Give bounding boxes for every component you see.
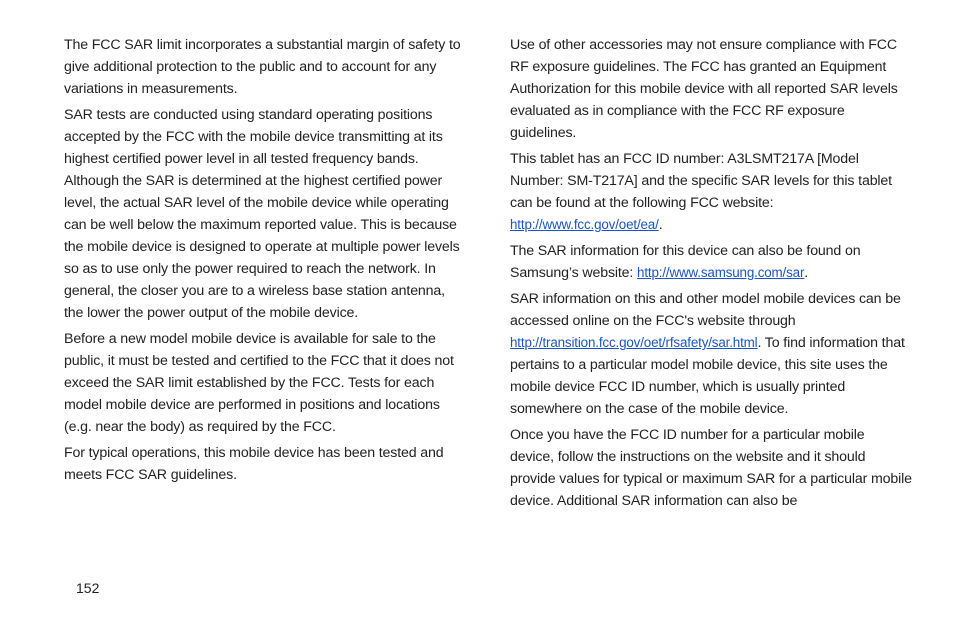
fcc-ea-link[interactable]: http://www.fcc.gov/oet/ea/: [510, 217, 659, 232]
paragraph-end: .: [658, 217, 663, 233]
paragraph-fcc-id: [510, 148, 912, 236]
paragraph: Before a new model mobile device is available for sale to the public, it must be tested and certified to the FCC that it does not exceed the SAR limit established by the FCC. Tests for each model mobile device are performed in positions and locations (e.g. near the body) as required by the FCC.: [64, 331, 454, 435]
samsung-sar-link[interactable]: http://www.samsung.com/sar: [637, 265, 805, 280]
paragraph-text: This tablet has an FCC ID number: A3LSMT217A [Model Number: SM-T217A] and the specific SAR levels for this tablet can be found at the following FCC website:: [510, 151, 892, 211]
right-column: [510, 34, 912, 516]
paragraph: SAR tests are conducted using standard operating positions accepted by the FCC with the mobile device transmitting at its highest certified power level in all tested frequency bands. Although the SAR is determined at the highest certified power level, the actual SAR level of the mobile device while operating can be well below the maximum reported value. This is because the mobile device is designed to operate at multiple power levels so as to use only the power required to reach the network. In general, the closer you are to a wireless base station antenna, the lower the power output of the mobile device.: [64, 107, 460, 321]
left-column: [64, 34, 464, 490]
paragraph-fcc-site: [510, 288, 912, 420]
paragraph: Use of other accessories may not ensure compliance with FCC RF exposure guidelines. The FCC has granted an Equipment Authorization for this mobile device with all reported SAR levels evaluated as in compliance with the FCC RF exposure guidelines.: [510, 37, 898, 141]
paragraph-text: SAR information on this and other model mobile devices can be accessed online on the FCC's website through: [510, 291, 901, 329]
paragraph-text: The SAR information for this device can also be found on Samsung’s website:: [510, 243, 861, 281]
fcc-sar-link[interactable]: http://transition.fcc.gov/oet/rfsafety/sar.html: [510, 335, 758, 350]
paragraph-samsung: [510, 240, 912, 284]
paragraph-end: . To find information that pertains to a particular model mobile device, this site uses the mobile device FCC ID number, which is usually printed somewhere on the case of the mobile device.: [510, 335, 905, 417]
paragraph-end: .: [804, 265, 809, 281]
paragraph: For typical operations, this mobile device has been tested and meets FCC SAR guidelines.: [64, 445, 444, 483]
paragraph: Once you have the FCC ID number for a particular mobile device, follow the instructions on the website and it should provide values for typical or maximum SAR for a particular mobile device. Additional SAR information can also be: [510, 427, 912, 509]
page-number: 152: [76, 580, 100, 596]
paragraph: The FCC SAR limit incorporates a substantial margin of safety to give additional protection to the public and to account for any variations in measurements.: [64, 37, 461, 97]
